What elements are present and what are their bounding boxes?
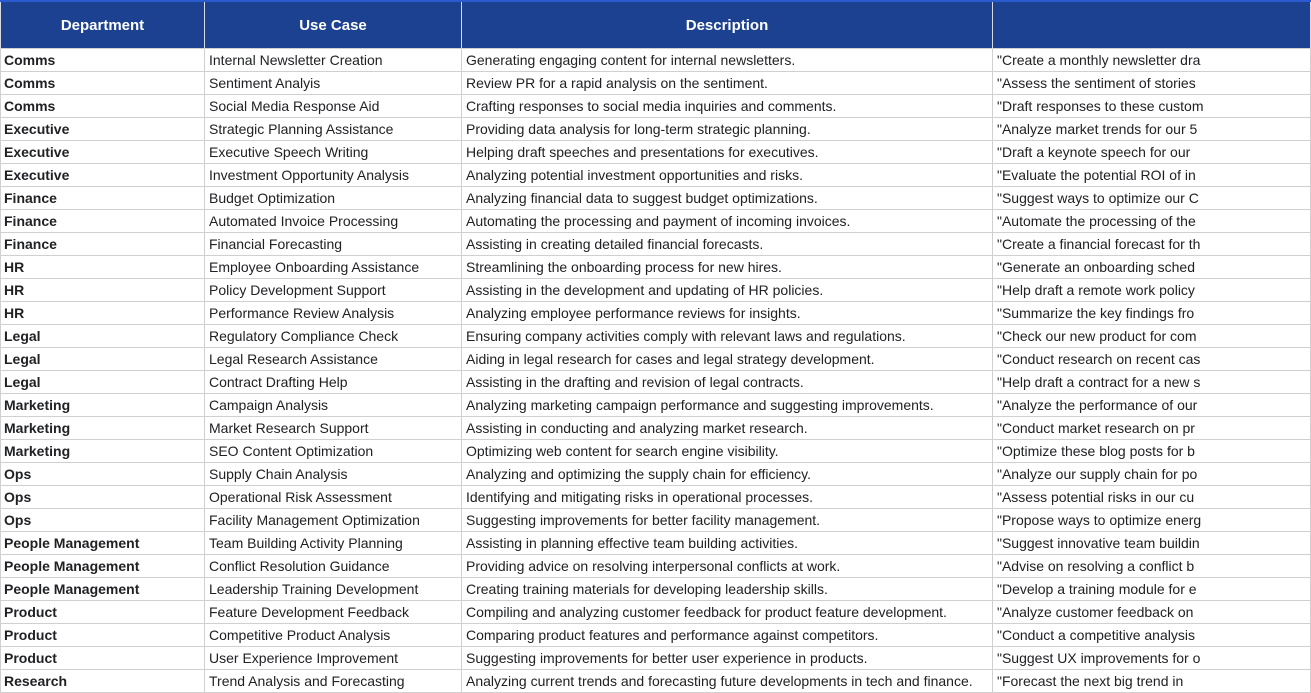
table-row[interactable] <box>1 348 1311 371</box>
cell-department[interactable]: Marketing <box>1 394 205 417</box>
cell-use-case[interactable]: Contract Drafting Help <box>205 371 462 394</box>
table-row[interactable] <box>1 164 1311 187</box>
cell-description[interactable]: Providing data analysis for long-term strategic planning. <box>462 118 993 141</box>
cell-department[interactable]: Product <box>1 647 205 670</box>
cell-description[interactable]: Compiling and analyzing customer feedback for product feature development. <box>462 601 993 624</box>
table-row[interactable] <box>1 624 1311 647</box>
table-row[interactable] <box>1 256 1311 279</box>
cell-use-case[interactable]: Strategic Planning Assistance <box>205 118 462 141</box>
cell-prompt[interactable]: "Draft a keynote speech for our <box>993 141 1311 164</box>
cell-use-case[interactable]: Feature Development Feedback <box>205 601 462 624</box>
cell-department[interactable]: Finance <box>1 210 205 233</box>
cell-description[interactable]: Aiding in legal research for cases and legal strategy development. <box>462 348 993 371</box>
header-row <box>1 1 1311 49</box>
cell-description[interactable]: Assisting in creating detailed financial forecasts. <box>462 233 993 256</box>
cell-use-case[interactable]: Financial Forecasting <box>205 233 462 256</box>
cell-prompt[interactable]: "Forecast the next big trend in <box>993 670 1311 693</box>
cell-prompt[interactable]: "Conduct a competitive analysis <box>993 624 1311 647</box>
cell-description[interactable]: Crafting responses to social media inquiries and comments. <box>462 95 993 118</box>
cell-prompt[interactable]: "Analyze customer feedback on <box>993 601 1311 624</box>
cell-department[interactable]: Finance <box>1 233 205 256</box>
cell-description[interactable]: Streamlining the onboarding process for new hires. <box>462 256 993 279</box>
cell-department[interactable]: Ops <box>1 509 205 532</box>
cell-prompt[interactable]: "Assess potential risks in our cu <box>993 486 1311 509</box>
cell-prompt[interactable]: "Conduct market research on pr <box>993 417 1311 440</box>
cell-description[interactable]: Analyzing potential investment opportunities and risks. <box>462 164 993 187</box>
cell-department[interactable]: People Management <box>1 555 205 578</box>
cell-prompt[interactable]: "Conduct research on recent cas <box>993 348 1311 371</box>
cell-department[interactable]: Comms <box>1 49 205 72</box>
cell-department[interactable]: Executive <box>1 141 205 164</box>
cell-use-case[interactable]: Leadership Training Development <box>205 578 462 601</box>
table-row[interactable] <box>1 417 1311 440</box>
cell-prompt[interactable]: "Develop a training module for e <box>993 578 1311 601</box>
cell-description[interactable]: Suggesting improvements for better facility management. <box>462 509 993 532</box>
table-row[interactable] <box>1 118 1311 141</box>
cell-use-case[interactable]: Budget Optimization <box>205 187 462 210</box>
cell-department[interactable]: HR <box>1 279 205 302</box>
cell-use-case[interactable]: Policy Development Support <box>205 279 462 302</box>
cell-use-case[interactable]: Campaign Analysis <box>205 394 462 417</box>
table-row[interactable] <box>1 141 1311 164</box>
table-row[interactable] <box>1 486 1311 509</box>
table-row[interactable] <box>1 95 1311 118</box>
table-row[interactable] <box>1 440 1311 463</box>
cell-department[interactable]: Comms <box>1 72 205 95</box>
cell-prompt[interactable]: "Draft responses to these custom <box>993 95 1311 118</box>
cell-prompt[interactable]: "Evaluate the potential ROI of in <box>993 164 1311 187</box>
cell-description[interactable]: Identifying and mitigating risks in operational processes. <box>462 486 993 509</box>
cell-department[interactable]: Marketing <box>1 417 205 440</box>
table-row[interactable] <box>1 371 1311 394</box>
table-row[interactable] <box>1 302 1311 325</box>
cell-prompt[interactable]: "Propose ways to optimize energ <box>993 509 1311 532</box>
cell-description[interactable]: Analyzing current trends and forecasting future developments in tech and finance. <box>462 670 993 693</box>
cell-description[interactable]: Analyzing and optimizing the supply chain for efficiency. <box>462 463 993 486</box>
cell-prompt[interactable]: "Advise on resolving a conflict b <box>993 555 1311 578</box>
cell-use-case[interactable]: Investment Opportunity Analysis <box>205 164 462 187</box>
cell-use-case[interactable]: Automated Invoice Processing <box>205 210 462 233</box>
table-row[interactable] <box>1 463 1311 486</box>
cell-prompt[interactable]: "Suggest UX improvements for o <box>993 647 1311 670</box>
table-row[interactable] <box>1 233 1311 256</box>
table-row[interactable] <box>1 555 1311 578</box>
header-description[interactable]: Description <box>462 1 993 49</box>
cell-use-case[interactable]: Competitive Product Analysis <box>205 624 462 647</box>
table-row[interactable] <box>1 187 1311 210</box>
cell-department[interactable]: Executive <box>1 118 205 141</box>
cell-department[interactable]: Marketing <box>1 440 205 463</box>
cell-description[interactable]: Analyzing financial data to suggest budget optimizations. <box>462 187 993 210</box>
cell-department[interactable]: Legal <box>1 325 205 348</box>
table-row[interactable] <box>1 49 1311 72</box>
table-row[interactable] <box>1 72 1311 95</box>
cell-use-case[interactable]: Regulatory Compliance Check <box>205 325 462 348</box>
table-row[interactable] <box>1 578 1311 601</box>
cell-use-case[interactable]: Team Building Activity Planning <box>205 532 462 555</box>
cell-description[interactable]: Review PR for a rapid analysis on the sentiment. <box>462 72 993 95</box>
header-department[interactable]: Department <box>1 1 205 49</box>
cell-description[interactable]: Providing advice on resolving interpersonal conflicts at work. <box>462 555 993 578</box>
table-row[interactable] <box>1 647 1311 670</box>
cell-description[interactable]: Helping draft speeches and presentations for executives. <box>462 141 993 164</box>
cell-description[interactable]: Suggesting improvements for better user experience in products. <box>462 647 993 670</box>
cell-prompt[interactable]: "Analyze the performance of our <box>993 394 1311 417</box>
cell-use-case[interactable]: Conflict Resolution Guidance <box>205 555 462 578</box>
cell-prompt[interactable]: "Optimize these blog posts for b <box>993 440 1311 463</box>
cell-prompt[interactable]: "Generate an onboarding sched <box>993 256 1311 279</box>
header-prompt[interactable] <box>993 1 1311 49</box>
header-use-case[interactable]: Use Case <box>205 1 462 49</box>
cell-department[interactable]: People Management <box>1 532 205 555</box>
cell-description[interactable]: Generating engaging content for internal newsletters. <box>462 49 993 72</box>
table-row[interactable] <box>1 532 1311 555</box>
cell-prompt[interactable]: "Analyze our supply chain for po <box>993 463 1311 486</box>
cell-department[interactable]: Ops <box>1 463 205 486</box>
cell-prompt[interactable]: "Create a monthly newsletter dra <box>993 49 1311 72</box>
cell-description[interactable]: Assisting in conducting and analyzing market research. <box>462 417 993 440</box>
cell-prompt[interactable]: "Help draft a remote work policy <box>993 279 1311 302</box>
cell-use-case[interactable]: Sentiment Analyis <box>205 72 462 95</box>
table-row[interactable] <box>1 394 1311 417</box>
cell-description[interactable]: Assisting in the drafting and revision of legal contracts. <box>462 371 993 394</box>
cell-description[interactable]: Assisting in the development and updating of HR policies. <box>462 279 993 302</box>
cell-prompt[interactable]: "Create a financial forecast for th <box>993 233 1311 256</box>
cell-description[interactable]: Ensuring company activities comply with relevant laws and regulations. <box>462 325 993 348</box>
cell-use-case[interactable]: Legal Research Assistance <box>205 348 462 371</box>
cell-prompt[interactable]: "Suggest ways to optimize our C <box>993 187 1311 210</box>
table-row[interactable] <box>1 279 1311 302</box>
cell-description[interactable]: Automating the processing and payment of incoming invoices. <box>462 210 993 233</box>
cell-description[interactable]: Analyzing employee performance reviews for insights. <box>462 302 993 325</box>
cell-use-case[interactable]: Trend Analysis and Forecasting <box>205 670 462 693</box>
cell-use-case[interactable]: Employee Onboarding Assistance <box>205 256 462 279</box>
cell-department[interactable]: Legal <box>1 371 205 394</box>
cell-use-case[interactable]: User Experience Improvement <box>205 647 462 670</box>
table-row[interactable] <box>1 601 1311 624</box>
cell-prompt[interactable]: "Suggest innovative team buildin <box>993 532 1311 555</box>
cell-description[interactable]: Optimizing web content for search engine visibility. <box>462 440 993 463</box>
cell-use-case[interactable]: Internal Newsletter Creation <box>205 49 462 72</box>
cell-department[interactable]: Legal <box>1 348 205 371</box>
table-body <box>1 49 1311 693</box>
table-row[interactable] <box>1 670 1311 693</box>
cell-department[interactable]: Comms <box>1 95 205 118</box>
cell-use-case[interactable]: Facility Management Optimization <box>205 509 462 532</box>
cell-prompt[interactable]: "Assess the sentiment of stories <box>993 72 1311 95</box>
cell-prompt[interactable]: "Automate the processing of the <box>993 210 1311 233</box>
cell-department[interactable]: People Management <box>1 578 205 601</box>
cell-department[interactable]: Product <box>1 601 205 624</box>
cell-department[interactable]: Ops <box>1 486 205 509</box>
cell-department[interactable]: Finance <box>1 187 205 210</box>
cell-use-case[interactable]: Market Research Support <box>205 417 462 440</box>
cell-prompt[interactable]: "Help draft a contract for a new s <box>993 371 1311 394</box>
cell-department[interactable]: Product <box>1 624 205 647</box>
cell-description[interactable]: Comparing product features and performance against competitors. <box>462 624 993 647</box>
cell-prompt[interactable]: "Summarize the key findings fro <box>993 302 1311 325</box>
cell-use-case[interactable]: Operational Risk Assessment <box>205 486 462 509</box>
cell-use-case[interactable]: Executive Speech Writing <box>205 141 462 164</box>
cell-department[interactable]: Executive <box>1 164 205 187</box>
cell-description[interactable]: Analyzing marketing campaign performance and suggesting improvements. <box>462 394 993 417</box>
table-row[interactable] <box>1 325 1311 348</box>
cell-use-case[interactable]: Supply Chain Analysis <box>205 463 462 486</box>
cell-description[interactable]: Assisting in planning effective team building activities. <box>462 532 993 555</box>
table-row[interactable] <box>1 210 1311 233</box>
cell-prompt[interactable]: "Analyze market trends for our 5 <box>993 118 1311 141</box>
cell-use-case[interactable]: Performance Review Analysis <box>205 302 462 325</box>
table-row[interactable] <box>1 509 1311 532</box>
cell-department[interactable]: Research <box>1 670 205 693</box>
cell-use-case[interactable]: Social Media Response Aid <box>205 95 462 118</box>
cell-use-case[interactable]: SEO Content Optimization <box>205 440 462 463</box>
cell-department[interactable]: HR <box>1 302 205 325</box>
cell-prompt[interactable]: "Check our new product for com <box>993 325 1311 348</box>
cell-department[interactable]: HR <box>1 256 205 279</box>
cell-description[interactable]: Creating training materials for developing leadership skills. <box>462 578 993 601</box>
